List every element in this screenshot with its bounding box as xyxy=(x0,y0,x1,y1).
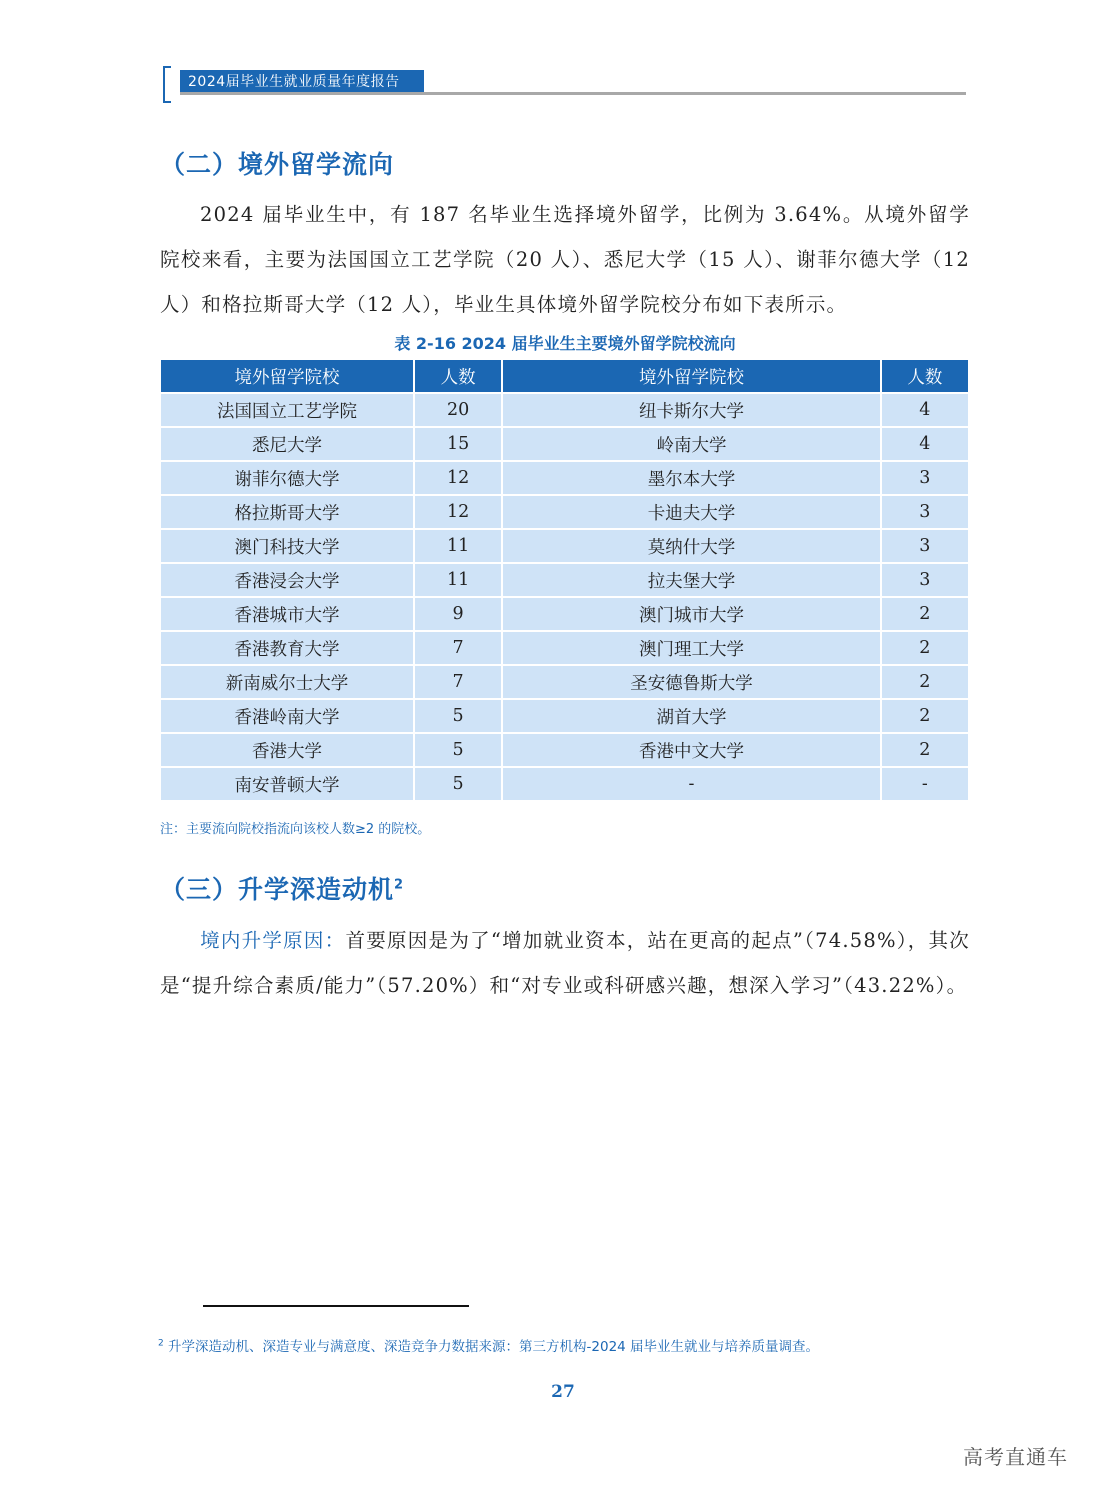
school-cell: 香港大学 xyxy=(161,734,413,766)
count-cell: 7 xyxy=(415,632,501,664)
footnote-marker: 2 xyxy=(158,1338,164,1349)
col-header-count: 人数 xyxy=(415,360,501,392)
count-cell: 15 xyxy=(415,428,501,460)
table-note: 注：主要流向院校指流向该校人数≥2 的院校。 xyxy=(160,822,431,837)
count-cell: 3 xyxy=(882,564,968,596)
table-row xyxy=(161,632,968,664)
overseas-schools-table xyxy=(159,358,970,802)
count-cell: 5 xyxy=(415,700,501,732)
school-cell: 香港中文大学 xyxy=(503,734,879,766)
count-cell: 2 xyxy=(882,598,968,630)
school-cell: 纽卡斯尔大学 xyxy=(503,394,879,426)
school-cell: 新南威尔士大学 xyxy=(161,666,413,698)
school-cell: 香港岭南大学 xyxy=(161,700,413,732)
footnote-text: 升学深造动机、深造专业与满意度、深造竞争力数据来源：第三方机构-2024 届毕业生就业与培养质量调查。 xyxy=(163,1339,820,1355)
motivation-paragraph xyxy=(160,918,970,1008)
count-cell: 7 xyxy=(415,666,501,698)
count-cell: 3 xyxy=(882,462,968,494)
count-cell: 2 xyxy=(882,734,968,766)
motivation-lead: 境内升学原因： xyxy=(200,929,346,952)
overseas-paragraph xyxy=(160,192,970,327)
count-cell: 20 xyxy=(415,394,501,426)
overseas-paragraph-text: 2024 届毕业生中，有 187 名毕业生选择境外留学，比例为 3.64%。从境外留学院校来看，主要为法国国立工艺学院（20 人）、悉尼大学（15 人）、谢菲尔德大学（12 人）和格拉斯哥大学（12 人），毕业生具体境外留学院校分布如下表所示。 xyxy=(160,203,970,316)
school-cell: 格拉斯哥大学 xyxy=(161,496,413,528)
table-row xyxy=(161,462,968,494)
school-cell: 法国国立工艺学院 xyxy=(161,394,413,426)
school-cell: 岭南大学 xyxy=(503,428,879,460)
count-cell: 5 xyxy=(415,734,501,766)
school-cell: 卡迪夫大学 xyxy=(503,496,879,528)
count-cell: 3 xyxy=(882,530,968,562)
count-cell: 2 xyxy=(882,700,968,732)
footnote-ref: 2 xyxy=(394,877,405,893)
count-cell: 12 xyxy=(415,496,501,528)
count-cell: 9 xyxy=(415,598,501,630)
section-heading-motivation-text: （三）升学深造动机 xyxy=(160,875,395,904)
count-cell: 2 xyxy=(882,666,968,698)
count-cell: 12 xyxy=(415,462,501,494)
count-cell: 4 xyxy=(882,394,968,426)
count-cell: 2 xyxy=(882,632,968,664)
school-cell: 莫纳什大学 xyxy=(503,530,879,562)
count-cell: 3 xyxy=(882,496,968,528)
table-row xyxy=(161,734,968,766)
school-cell: 香港浸会大学 xyxy=(161,564,413,596)
table-row xyxy=(161,564,968,596)
school-cell: 澳门科技大学 xyxy=(161,530,413,562)
motivation-paragraph-text: 首要原因是为了“增加就业资本，站在更高的起点”（74.58%），其次是“提升综合素质/能力”（57.20%）和“对专业或科研感兴趣，想深入学习”（43.22%）。 xyxy=(160,929,971,997)
school-cell: - xyxy=(503,768,879,800)
table-row xyxy=(161,666,968,698)
page-number: 27 xyxy=(551,1382,575,1402)
school-cell: 南安普顿大学 xyxy=(161,768,413,800)
report-title-tab: 2024届毕业生就业质量年度报告 xyxy=(180,70,424,94)
school-cell: 澳门城市大学 xyxy=(503,598,879,630)
school-cell: 谢菲尔德大学 xyxy=(161,462,413,494)
footnote xyxy=(158,1335,819,1355)
count-cell: - xyxy=(882,768,968,800)
watermark: 高考直通车 xyxy=(963,1445,1068,1469)
table-row xyxy=(161,700,968,732)
table-header-row xyxy=(161,360,968,392)
school-cell: 湖首大学 xyxy=(503,700,879,732)
header-rule xyxy=(180,92,966,95)
table-row xyxy=(161,768,968,800)
table-row xyxy=(161,394,968,426)
col-header-school: 境外留学院校 xyxy=(503,360,879,392)
section-heading-motivation xyxy=(160,870,404,906)
school-cell: 墨尔本大学 xyxy=(503,462,879,494)
count-cell: 11 xyxy=(415,564,501,596)
school-cell: 圣安德鲁斯大学 xyxy=(503,666,879,698)
school-cell: 拉夫堡大学 xyxy=(503,564,879,596)
col-header-school: 境外留学院校 xyxy=(161,360,413,392)
school-cell: 悉尼大学 xyxy=(161,428,413,460)
count-cell: 4 xyxy=(882,428,968,460)
school-cell: 香港教育大学 xyxy=(161,632,413,664)
table-row xyxy=(161,428,968,460)
col-header-count: 人数 xyxy=(882,360,968,392)
count-cell: 5 xyxy=(415,768,501,800)
table-row xyxy=(161,598,968,630)
table-row xyxy=(161,530,968,562)
table-caption: 表 2-16 2024 届毕业生主要境外留学院校流向 xyxy=(394,334,736,353)
count-cell: 11 xyxy=(415,530,501,562)
table-row xyxy=(161,496,968,528)
footnote-rule xyxy=(203,1305,469,1307)
school-cell: 澳门理工大学 xyxy=(503,632,879,664)
school-cell: 香港城市大学 xyxy=(161,598,413,630)
header-bracket xyxy=(163,66,171,103)
section-heading-overseas: （二）境外留学流向 xyxy=(160,150,395,179)
